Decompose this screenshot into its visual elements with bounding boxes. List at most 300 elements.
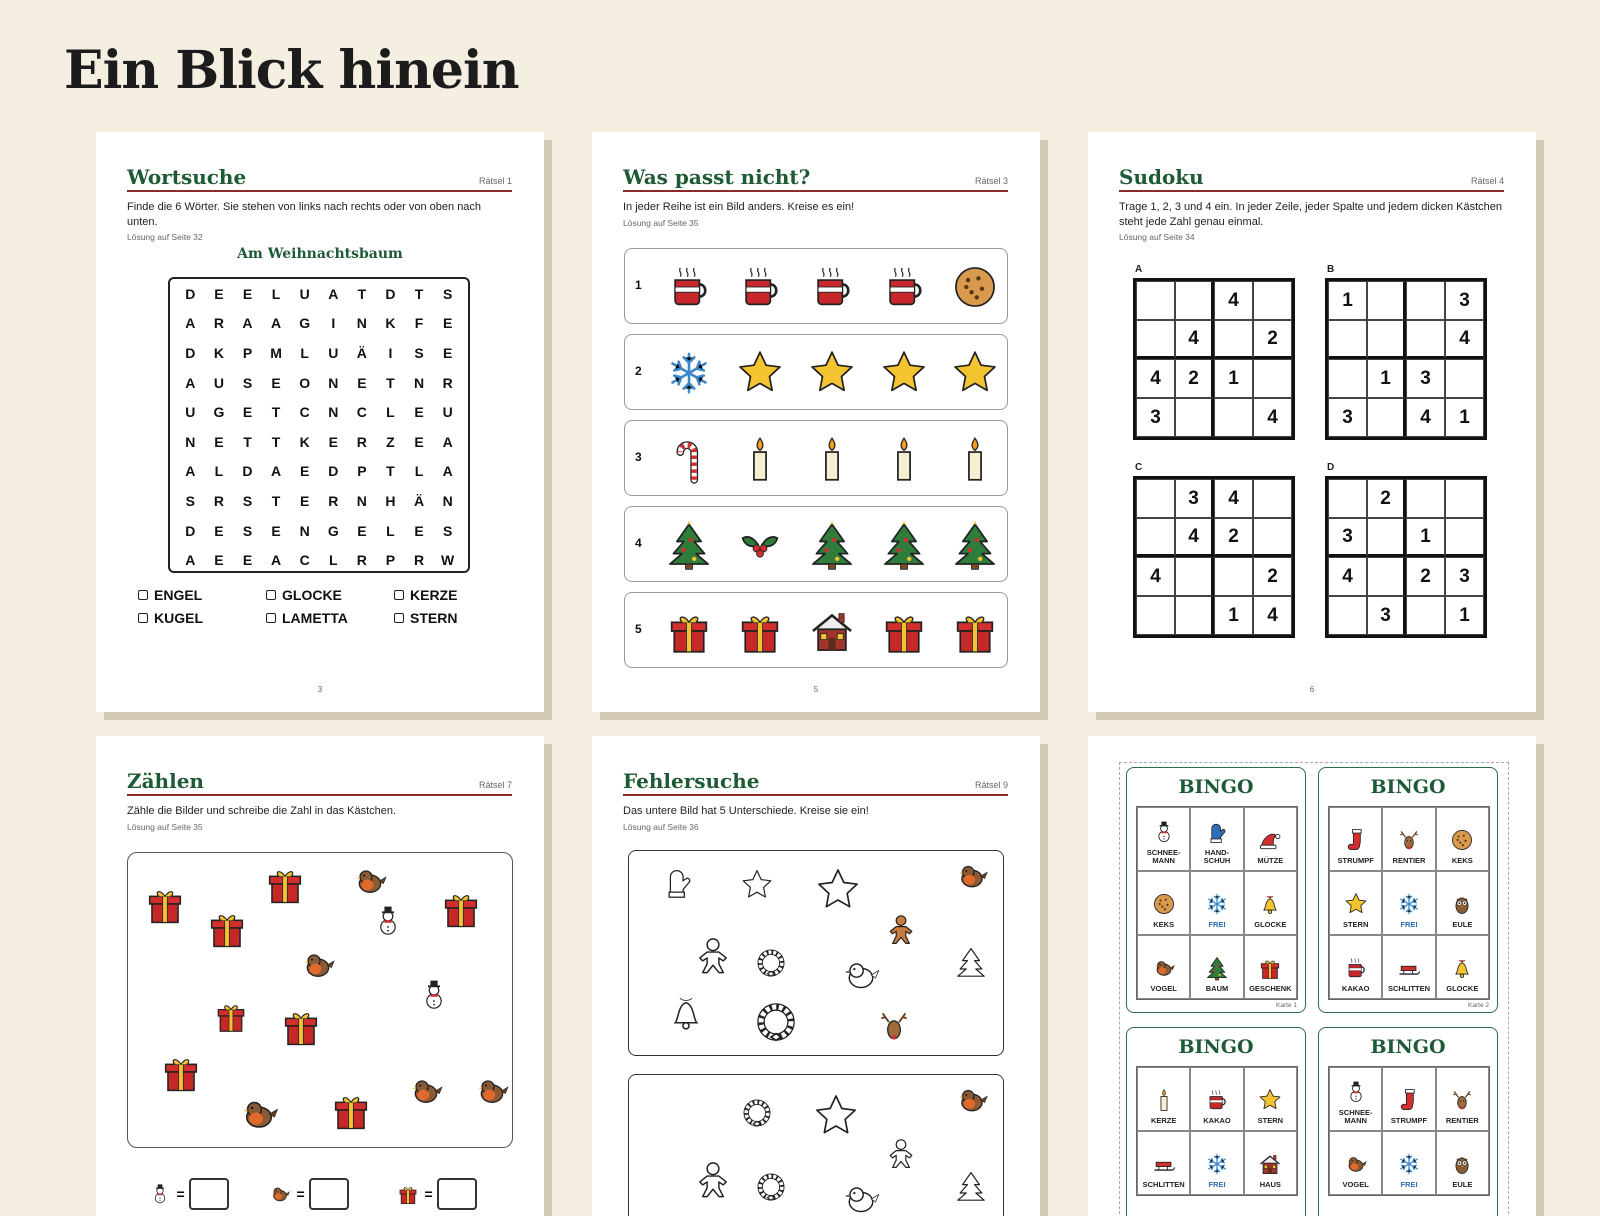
sudoku-cell[interactable] [1175, 398, 1214, 437]
wordsearch-letter[interactable]: S [442, 285, 453, 302]
mug-icon[interactable] [734, 261, 786, 313]
wordsearch-letter[interactable]: F [414, 315, 424, 332]
wordsearch-letter[interactable]: Ä [356, 344, 367, 361]
sudoku-cell[interactable]: 1 [1406, 518, 1445, 557]
wordsearch-letter[interactable]: A [185, 315, 196, 332]
wordsearch-letter[interactable]: A [271, 463, 282, 480]
puzzle-instructions: Finde die 6 Wörter. Sie stehen von links nach rechts oder von oben nach unten. [127, 201, 482, 228]
sudoku-cell[interactable] [1214, 320, 1253, 359]
sudoku-cell[interactable]: 2 [1253, 320, 1292, 359]
bingo-cell[interactable] [1244, 871, 1297, 935]
preview-page-wortsuche[interactable] [96, 132, 544, 712]
checkbox[interactable] [266, 613, 276, 623]
sudoku-cell[interactable]: 1 [1367, 359, 1406, 398]
wordsearch-letter[interactable]: D [385, 285, 396, 302]
sudoku-cell[interactable]: 4 [1214, 281, 1253, 320]
sudoku-cell[interactable] [1406, 320, 1445, 359]
bingo-cell[interactable] [1190, 1067, 1243, 1131]
puzzle-title: Zählen [127, 769, 204, 793]
wordsearch-letter[interactable]: U [185, 404, 196, 421]
bingo-cell[interactable] [1436, 807, 1489, 871]
sudoku-cell[interactable]: 3 [1328, 398, 1367, 437]
wordsearch-letter[interactable]: H [385, 492, 396, 509]
wordsearch-letter[interactable]: R [213, 315, 224, 332]
wordsearch-letter[interactable]: L [386, 522, 395, 539]
sudoku-cell[interactable]: 4 [1406, 398, 1445, 437]
bingo-cell[interactable] [1382, 807, 1435, 871]
wordsearch-letter[interactable]: D [185, 344, 196, 361]
wordsearch-letter[interactable]: C [299, 404, 310, 421]
sudoku-cell[interactable] [1406, 281, 1445, 320]
wordsearch-letter[interactable]: R [356, 433, 367, 450]
bingo-cell[interactable] [1190, 1131, 1243, 1195]
sudoku-cell[interactable] [1136, 518, 1175, 557]
wreath_o-icon[interactable] [739, 1095, 775, 1131]
sudoku-cell[interactable] [1328, 596, 1367, 635]
wordsearch-letter[interactable]: T [414, 285, 424, 302]
wordsearch-letter[interactable]: S [242, 492, 253, 509]
sudoku-cell[interactable]: 2 [1367, 479, 1406, 518]
bingo-cell-label: EULE [1452, 920, 1473, 929]
bingo-cell[interactable] [1190, 807, 1243, 871]
sudoku-cell[interactable]: 3 [1445, 281, 1484, 320]
wordsearch-letter[interactable]: K [213, 344, 224, 361]
preview-page-bingo[interactable] [1088, 736, 1536, 1216]
sudoku-cell[interactable] [1253, 359, 1292, 398]
wreath_o-icon[interactable] [753, 945, 789, 981]
wordsearch-letter[interactable]: N [328, 374, 339, 391]
wordsearch-letter[interactable]: E [214, 285, 224, 302]
star_o-icon[interactable] [739, 867, 775, 903]
puzzle-title: Was passt nicht? [623, 165, 811, 189]
sudoku-cell[interactable] [1136, 281, 1175, 320]
wordsearch-letter[interactable]: D [185, 522, 196, 539]
bingo-cell[interactable] [1436, 1131, 1489, 1195]
row-number: 3 [635, 450, 642, 464]
star_o-icon[interactable] [811, 1091, 861, 1141]
bingo-card[interactable] [1318, 1027, 1498, 1216]
sudoku-cell[interactable] [1367, 557, 1406, 596]
tree-icon[interactable] [949, 519, 1001, 571]
bingo-cell[interactable] [1244, 807, 1297, 871]
tree-icon[interactable] [878, 519, 930, 571]
wordsearch-letter[interactable]: T [357, 285, 367, 302]
word-list-item[interactable] [394, 587, 484, 603]
wordsearch-letter[interactable]: E [442, 315, 453, 332]
checkbox[interactable] [394, 590, 404, 600]
sudoku-cell[interactable]: 2 [1406, 557, 1445, 596]
wordsearch-letter[interactable]: E [242, 404, 253, 421]
sudoku-cell[interactable] [1328, 320, 1367, 359]
wordsearch-letter[interactable]: E [328, 433, 338, 450]
bingo-cell[interactable] [1436, 935, 1489, 999]
wordsearch-letter[interactable]: N [356, 315, 367, 332]
wordsearch-letter[interactable]: A [442, 463, 453, 480]
bingo-cell[interactable] [1190, 871, 1243, 935]
gift-icon [328, 1087, 374, 1133]
wordsearch-letter[interactable]: E [214, 522, 224, 539]
wordsearch-letter[interactable]: E [271, 374, 281, 391]
sudoku-cell[interactable] [1175, 281, 1214, 320]
wordsearch-letter[interactable]: O [299, 374, 311, 391]
sudoku-cell[interactable]: 1 [1328, 281, 1367, 320]
gift-icon[interactable] [878, 605, 930, 657]
mug-icon[interactable] [806, 261, 858, 313]
word-list-item[interactable] [394, 610, 484, 626]
preview-page-odd-one-out[interactable] [592, 132, 1040, 712]
sudoku-cell[interactable] [1406, 596, 1445, 635]
row-number: 1 [635, 278, 642, 292]
sudoku-cell[interactable] [1253, 518, 1292, 557]
candle-icon[interactable] [949, 433, 1001, 485]
bingo-cell-label: KEKS [1153, 920, 1175, 929]
equals-sign: = [424, 1186, 433, 1202]
candle-icon[interactable] [878, 433, 930, 485]
candycane-icon[interactable] [663, 433, 715, 485]
sudoku-cell[interactable] [1367, 518, 1406, 557]
wordsearch-letter[interactable]: K [299, 433, 310, 450]
star-icon[interactable] [878, 347, 930, 399]
word-list-item[interactable] [138, 610, 266, 626]
sudoku-cell[interactable] [1136, 479, 1175, 518]
bingo-cell[interactable] [1329, 807, 1382, 871]
wordsearch-letter[interactable]: L [328, 552, 338, 569]
ginger_o-icon[interactable] [691, 1157, 735, 1201]
sudoku-cell[interactable]: 4 [1175, 320, 1214, 359]
bingo-cell[interactable] [1137, 935, 1190, 999]
wordsearch-letter[interactable]: T [271, 404, 281, 421]
wordsearch-letter[interactable]: T [271, 492, 281, 509]
odd-one-out-row[interactable] [624, 420, 1008, 496]
wordsearch-letter[interactable]: A [185, 463, 196, 480]
wordsearch-letter[interactable]: D [328, 463, 339, 480]
sudoku-cell[interactable]: 3 [1328, 518, 1367, 557]
bingo-cell[interactable] [1329, 871, 1382, 935]
wordsearch-letter[interactable]: T [271, 433, 281, 450]
preview-page-fehlersuche[interactable] [592, 736, 1040, 1216]
bingo-cell[interactable] [1244, 1131, 1297, 1195]
sudoku-cell[interactable]: 3 [1445, 557, 1484, 596]
wordsearch-letter[interactable]: T [386, 374, 395, 391]
sudoku-label: C [1135, 462, 1143, 473]
sudoku-cell[interactable] [1328, 359, 1367, 398]
sudoku-cell[interactable]: 1 [1445, 596, 1484, 635]
wordsearch-letter[interactable]: E [300, 492, 310, 509]
wordsearch-letter[interactable]: I [331, 315, 336, 332]
wordsearch-letter[interactable]: A [328, 285, 339, 302]
bingo-cell[interactable] [1137, 871, 1190, 935]
sudoku-cell[interactable] [1367, 281, 1406, 320]
sudoku-cell[interactable]: 2 [1253, 557, 1292, 596]
sudoku-cell[interactable] [1214, 398, 1253, 437]
mitten_o-icon[interactable] [659, 863, 697, 901]
wordsearch-letter[interactable]: N [299, 522, 310, 539]
checkbox[interactable] [266, 590, 276, 600]
star-icon[interactable] [949, 347, 1001, 399]
sudoku-cell[interactable] [1214, 557, 1253, 596]
ginger_o-icon[interactable] [691, 933, 735, 977]
bingo-cell-label: STRUMPF [1390, 1116, 1428, 1125]
wordsearch-letter[interactable]: N [442, 492, 453, 509]
reindeer_s-icon[interactable] [875, 1007, 913, 1045]
bingo-cell-label: STERN [1257, 1116, 1284, 1125]
wordsearch-letter[interactable]: E [214, 552, 224, 569]
answer-box[interactable] [189, 1178, 229, 1210]
mug-icon[interactable] [878, 261, 930, 313]
wordsearch-letter[interactable]: Z [386, 433, 395, 450]
wordsearch-letter[interactable]: K [385, 315, 396, 332]
wordsearch-letter[interactable]: S [414, 344, 424, 361]
odd-one-out-row[interactable] [624, 248, 1008, 324]
wordsearch-letter[interactable]: A [271, 315, 282, 332]
sudoku-cell[interactable]: 4 [1175, 518, 1214, 557]
wordsearch-letter[interactable]: R [213, 492, 224, 509]
bingo-card[interactable] [1318, 767, 1498, 1013]
word-label: KERZE [410, 587, 458, 603]
wordsearch-letter[interactable]: A [185, 552, 196, 569]
wordsearch-letter[interactable]: E [242, 285, 253, 302]
sudoku-cell[interactable] [1136, 320, 1175, 359]
wordsearch-letter[interactable]: E [357, 522, 367, 539]
wordsearch-letter[interactable]: P [242, 344, 253, 361]
holly-icon[interactable] [734, 519, 786, 571]
candle-icon[interactable] [734, 433, 786, 485]
sudoku-cell[interactable] [1406, 479, 1445, 518]
sudoku-cell[interactable]: 1 [1214, 359, 1253, 398]
sudoku-cell[interactable] [1136, 596, 1175, 635]
bingo-cell[interactable] [1329, 1131, 1382, 1195]
sudoku-cell[interactable] [1367, 320, 1406, 359]
sudoku-cell[interactable]: 4 [1253, 398, 1292, 437]
wordsearch-letter[interactable]: E [414, 404, 424, 421]
wordsearch-row [170, 516, 468, 546]
wordsearch-letter[interactable]: E [242, 552, 253, 569]
bingo-cell-label: KEKS [1451, 856, 1473, 865]
wordsearch-letter[interactable]: S [442, 522, 453, 539]
bingo-cell[interactable] [1382, 1067, 1435, 1131]
wordsearch-letter[interactable]: N [413, 374, 425, 391]
gift-icon[interactable] [949, 605, 1001, 657]
wordsearch-letter[interactable]: L [214, 463, 224, 480]
wordsearch-letter[interactable]: R [328, 492, 339, 509]
wordsearch-letter[interactable]: G [299, 315, 311, 332]
wordsearch-letter[interactable]: Ä [413, 492, 425, 509]
sudoku-cell[interactable]: 1 [1214, 596, 1253, 635]
wreath_o-icon[interactable] [751, 997, 801, 1047]
wordsearch-letter[interactable]: S [242, 374, 253, 391]
gift-icon [438, 885, 484, 931]
sudoku-cell[interactable] [1445, 518, 1484, 557]
wordsearch-letter[interactable]: E [214, 433, 224, 450]
original-picture [628, 850, 1004, 1056]
checkbox[interactable] [394, 613, 404, 623]
bingo-cell[interactable] [1190, 935, 1243, 999]
wordsearch-letter[interactable]: L [300, 344, 309, 361]
sudoku-cell[interactable]: 4 [1214, 479, 1253, 518]
wordsearch-letter[interactable]: U [442, 404, 453, 421]
wordsearch-letter[interactable]: L [414, 463, 424, 480]
bingo-cell[interactable] [1244, 935, 1297, 999]
bell-icon [1449, 954, 1475, 982]
wordsearch-letter[interactable]: L [271, 285, 281, 302]
star-icon[interactable] [806, 347, 858, 399]
wordsearch-row [170, 457, 468, 487]
sudoku-cell[interactable]: 3 [1175, 479, 1214, 518]
sudoku-cell[interactable] [1367, 398, 1406, 437]
wordsearch-letter[interactable]: T [386, 463, 395, 480]
bingo-cell[interactable] [1382, 1131, 1435, 1195]
tree-icon[interactable] [663, 519, 715, 571]
star_o-icon[interactable] [813, 865, 863, 915]
bingo-card[interactable] [1126, 767, 1306, 1013]
preview-page-zaehlen[interactable] [96, 736, 544, 1216]
wordsearch-letter[interactable]: W [441, 552, 455, 569]
wordsearch-letter[interactable]: T [243, 433, 252, 450]
sudoku-cell[interactable]: 4 [1328, 557, 1367, 596]
wordsearch-letter[interactable]: G [327, 522, 339, 539]
wordsearch-letter[interactable]: A [185, 374, 196, 391]
wordsearch-letter[interactable]: P [385, 552, 396, 569]
odd-one-out-row[interactable] [624, 506, 1008, 582]
wordsearch-letter[interactable]: N [185, 433, 196, 450]
gift-icon [278, 1003, 324, 1049]
sudoku-cell[interactable]: 2 [1214, 518, 1253, 557]
robin-icon[interactable] [953, 857, 991, 895]
wordsearch-letter[interactable]: R [442, 374, 453, 391]
wordsearch-letter[interactable]: E [442, 344, 453, 361]
wordsearch-letter[interactable]: S [185, 492, 195, 509]
answer-box[interactable] [309, 1178, 349, 1210]
puzzle-title: Fehlersuche [623, 769, 760, 793]
checkbox[interactable] [138, 613, 148, 623]
wordsearch-letter[interactable]: N [328, 404, 339, 421]
robin_o-icon[interactable] [839, 953, 883, 997]
word-list-item[interactable] [266, 587, 394, 603]
robin-icon [406, 1071, 446, 1111]
wordsearch-letter[interactable]: M [270, 344, 282, 361]
bingo-cell-label: GLOCKE [1254, 920, 1287, 929]
star-icon[interactable] [734, 347, 786, 399]
robin-icon[interactable] [953, 1081, 991, 1119]
robin_o-icon[interactable] [839, 1177, 883, 1216]
ginger_o-icon[interactable] [883, 1135, 919, 1171]
snowflake-icon[interactable] [663, 347, 715, 399]
preview-page-sudoku[interactable] [1088, 132, 1536, 712]
sudoku-cell[interactable]: 2 [1175, 359, 1214, 398]
tree_o-icon[interactable] [953, 945, 989, 981]
sudoku-cell[interactable]: 4 [1136, 557, 1175, 596]
wordsearch-letter[interactable]: U [213, 374, 224, 391]
wordsearch-letter[interactable]: A [442, 433, 453, 450]
sudoku-cell[interactable] [1445, 479, 1484, 518]
sudoku-cell[interactable]: 4 [1136, 359, 1175, 398]
sudoku-cell[interactable]: 3 [1136, 398, 1175, 437]
cookie-icon[interactable] [949, 261, 1001, 313]
wordsearch-letter[interactable]: P [357, 463, 367, 480]
sudoku-cell[interactable] [1253, 281, 1292, 320]
bingo-cell[interactable] [1137, 1067, 1190, 1131]
sudoku-cell[interactable]: 3 [1367, 596, 1406, 635]
sudoku-cell[interactable]: 1 [1445, 398, 1484, 437]
gift-icon[interactable] [663, 605, 715, 657]
sudoku-cell[interactable] [1175, 596, 1214, 635]
odd-one-out-row[interactable] [624, 592, 1008, 668]
sudoku-cell[interactable]: 4 [1253, 596, 1292, 635]
wordsearch-letter[interactable]: U [299, 285, 310, 302]
wordsearch-letter[interactable]: E [414, 522, 424, 539]
bingo-cell[interactable] [1137, 807, 1190, 871]
checkbox[interactable] [138, 590, 148, 600]
snowman-icon [416, 977, 452, 1013]
wordsearch-letter[interactable]: D [242, 463, 253, 480]
bingo-cell[interactable] [1329, 1067, 1382, 1131]
wordsearch-letter[interactable]: U [328, 344, 339, 361]
wordsearch-letter[interactable]: C [356, 404, 367, 421]
sudoku-cell[interactable] [1328, 479, 1367, 518]
wordsearch-letter[interactable]: R [413, 552, 425, 569]
bingo-cell[interactable] [1382, 935, 1435, 999]
sudoku-cell[interactable]: 4 [1445, 320, 1484, 359]
wordsearch-letter[interactable]: A [271, 552, 282, 569]
candle-icon[interactable] [806, 433, 858, 485]
star-icon [1343, 890, 1369, 918]
bingo-cell[interactable] [1329, 935, 1382, 999]
wordsearch-letter[interactable]: S [242, 522, 253, 539]
house-icon[interactable] [806, 605, 858, 657]
wordsearch-letter[interactable]: C [299, 552, 310, 569]
bingo-cell[interactable] [1137, 1131, 1190, 1195]
bingo-card[interactable] [1126, 1027, 1306, 1216]
sudoku-cell[interactable] [1175, 557, 1214, 596]
odd-one-out-row[interactable] [624, 334, 1008, 410]
word-list-item[interactable] [138, 587, 266, 603]
wordsearch-letter[interactable]: G [213, 404, 225, 421]
riddle-number: Rätsel 7 [478, 780, 512, 790]
bell_o-icon[interactable] [663, 989, 709, 1035]
wordsearch-letter[interactable]: E [300, 463, 310, 480]
page-number: 5 [813, 685, 819, 694]
bingo-cell[interactable] [1244, 1067, 1297, 1131]
wordsearch-letter[interactable]: E [271, 522, 281, 539]
wordsearch-letter[interactable]: E [414, 433, 424, 450]
tree-icon[interactable] [806, 519, 858, 571]
wordsearch-letter[interactable]: E [357, 374, 367, 391]
wordsearch-letter[interactable]: N [356, 492, 367, 509]
mug-icon[interactable] [663, 261, 715, 313]
wordsearch-letter[interactable]: A [242, 315, 253, 332]
bingo-cell[interactable] [1436, 871, 1489, 935]
bingo-grid [1136, 806, 1298, 1000]
page-header [623, 764, 1008, 796]
sudoku-cell[interactable]: 3 [1406, 359, 1445, 398]
wordsearch-letter[interactable]: L [386, 404, 395, 421]
gift-icon[interactable] [734, 605, 786, 657]
wordsearch-letter[interactable]: R [356, 552, 367, 569]
answer-box[interactable] [437, 1178, 477, 1210]
equals-sign: = [296, 1186, 305, 1202]
wordsearch-letter[interactable]: D [185, 285, 196, 302]
word-list-item[interactable] [266, 610, 394, 626]
sudoku-cell[interactable] [1445, 359, 1484, 398]
ginger-icon[interactable] [883, 911, 919, 947]
wordsearch-letter[interactable]: I [388, 344, 393, 361]
bingo-cell[interactable] [1382, 871, 1435, 935]
sudoku-cell[interactable] [1253, 479, 1292, 518]
solution-reference: Lösung auf Seite 36 [623, 822, 699, 832]
snowman-icon [1151, 818, 1177, 846]
word-list [138, 587, 478, 626]
bingo-cell[interactable] [1436, 1067, 1489, 1131]
